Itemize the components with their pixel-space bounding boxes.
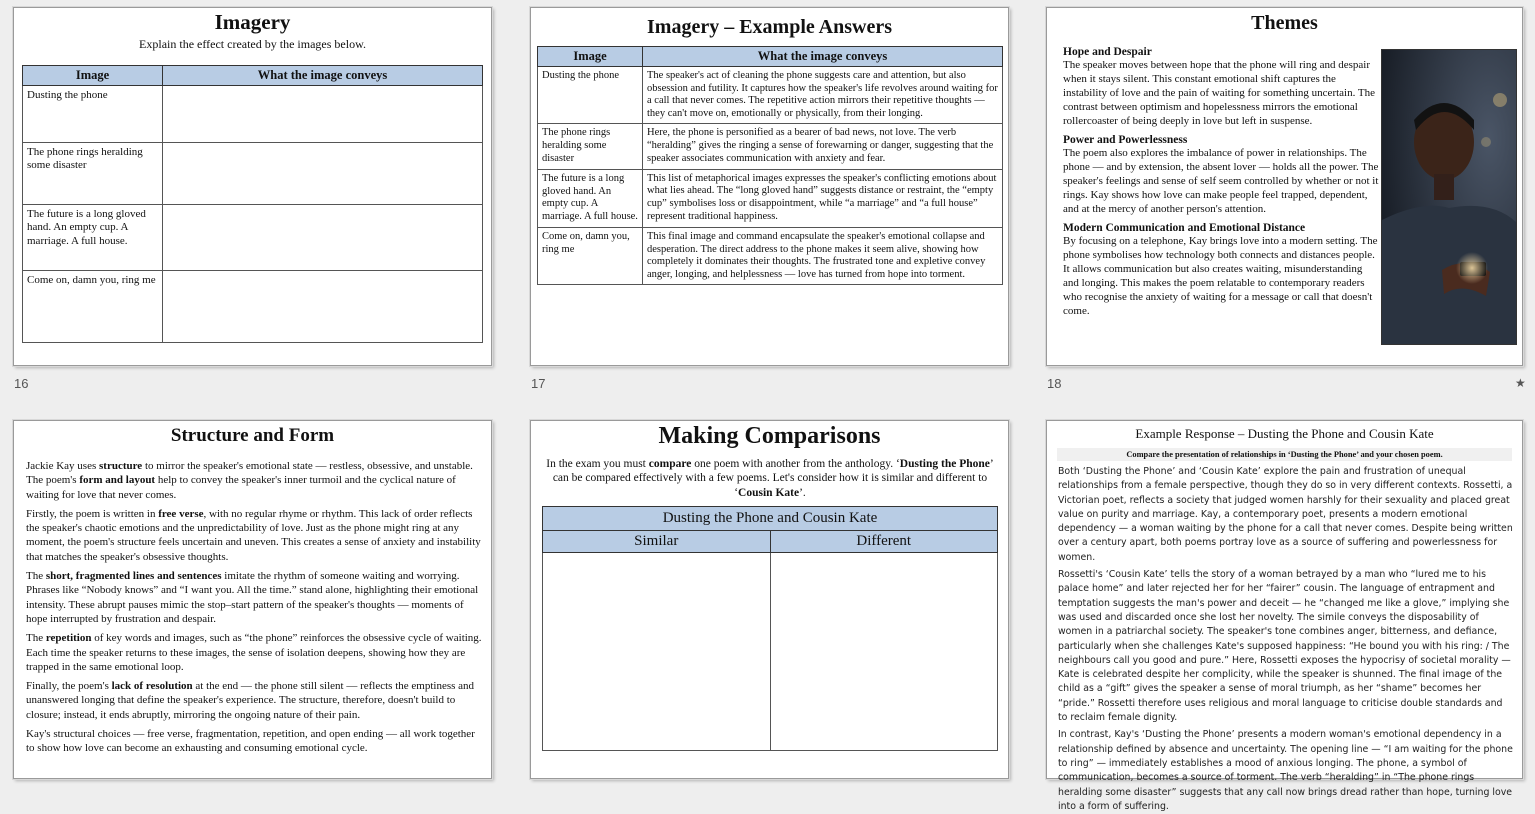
themes-text bbox=[1063, 42, 1379, 324]
table-cell: The future is a long gloved hand. An empty cup. A marriage. A full house. bbox=[538, 169, 643, 227]
slide-title: Structure and Form bbox=[170, 425, 335, 446]
comparison-table bbox=[542, 506, 998, 751]
different-cell bbox=[770, 553, 998, 751]
table-cell: Dusting the phone bbox=[538, 67, 643, 124]
response-body bbox=[1058, 465, 1513, 814]
bold-text: repetition bbox=[45, 632, 92, 645]
structure-paragraph bbox=[26, 569, 484, 626]
slide-comparisons-thumbnail[interactable] bbox=[530, 420, 1009, 779]
slide-number: 16 bbox=[14, 376, 29, 391]
header-different: Different bbox=[770, 531, 998, 553]
text-run: Firstly, the poem is written in bbox=[26, 507, 159, 520]
bold-text: structure bbox=[99, 460, 143, 472]
structure-paragraph bbox=[26, 459, 484, 502]
table-cell: Here, the phone is personified as a bearer of bad news, not love. The verb “heralding” gives the ringing a sense of forewarning or danger, suggesting that the speaker associates communication with anxiety and fear. bbox=[643, 124, 1003, 169]
slide-18-thumbnail[interactable] bbox=[1046, 7, 1523, 366]
table-cell: The phone rings heralding some disaster bbox=[538, 124, 643, 169]
slide-example-response-thumbnail[interactable] bbox=[1046, 420, 1523, 812]
slide-subtitle: Explain the effect created by the images below. bbox=[139, 37, 366, 51]
text-run: The bbox=[26, 570, 46, 583]
text-run: , with no regular rhyme or rhythm. This lack of order reflects the speaker's chaotic emotions and the unpredictability of love. Just as the phone might ring at any moment, the poem's structure feels uncertain and uneven. This creates a sense of anxiety and instability that matches the speaker's obsessive thoughts. bbox=[26, 507, 481, 563]
slide-title: Themes bbox=[1251, 12, 1318, 34]
bold-text: Cousin Kate bbox=[738, 486, 800, 499]
response-paragraph: Both ‘Dusting the Phone’ and ‘Cousin Kate’ explore the pain and frustration of unequal relationships from a female perspective, though they do so in very different contexts. Rossetti, a Victorian poet, reflects a society that judged women harshly for their sexuality and placed great value on purity and marriage. Kay, a contemporary poet, presents a modern emotional dependency — a woman waiting by the phone for a call that never comes. Despite being written over a century apart, both poems portray love as a source of suffering and powerlessness for women. bbox=[1058, 466, 1513, 563]
table-cell: The speaker's act of cleaning the phone suggests care and attention, but also obsession and futility. It captures how the speaker's life revolves around waiting for a call that never comes. The repetitive action mirrors their repetitive thoughts — they can't move on, emotionally or physically, from their longing. bbox=[643, 67, 1003, 124]
table-cell bbox=[163, 271, 483, 343]
slide-17-thumbnail[interactable] bbox=[530, 7, 1009, 366]
slide-title: Example Response – Dusting the Phone and Cousin Kate bbox=[1135, 426, 1434, 441]
slide-title: Making Comparisons bbox=[658, 423, 881, 449]
slide-number: 17 bbox=[531, 376, 546, 391]
theme-text: The poem also explores the imbalance of power in relationships. The phone — and by extension, the absent lover — holds all the power. The speaker's feelings and sense of self seem controlled by whether or not it rings. Kay shows how love can make people feel trapped, dependent, and at the mercy of another person's attention. bbox=[1063, 146, 1379, 215]
text-run: Jackie Kay uses bbox=[26, 460, 100, 472]
header-similar: Similar bbox=[543, 531, 771, 553]
bold-text: short, fragmented lines and sentences bbox=[45, 570, 222, 583]
structure-paragraph bbox=[26, 727, 484, 756]
comparison-table-title: Dusting the Phone and Cousin Kate bbox=[543, 507, 998, 531]
theme-text: By focusing on a telephone, Kay brings love into a modern setting. The phone symbolises how technology both connects and distances people. It allows communication but also creates waiting, misunderstanding and longing. This makes the poem relatable to contemporary readers who recognise the anxiety of waiting for a message or call that doesn't come. bbox=[1063, 234, 1378, 317]
man-with-phone-photo bbox=[1381, 49, 1517, 345]
similar-cell bbox=[543, 553, 771, 751]
star-icon[interactable]: ★ bbox=[1515, 376, 1526, 390]
text-run: help to convey the speaker's inner turmoil and the cyclical nature of waiting for love that never comes. bbox=[26, 474, 456, 501]
bold-text: lack of resolution bbox=[111, 680, 193, 693]
text-run: ’ can be compared effectively with a few poems. Let's consider how it is similar and different to ‘ bbox=[552, 458, 994, 499]
comparisons-intro bbox=[545, 457, 995, 500]
table-cell: The future is a long gloved hand. An empty cup. A marriage. A full house. bbox=[23, 205, 163, 271]
table-cell: This final image and command encapsulate the speaker's emotional collapse and desperation. The direct address to the phone makes it seem alive, showing how completely it dominates their thoughts. The frustrated tone and expletive convey anger, longing, and helplessness — love has turned from hope into torment. bbox=[643, 227, 1003, 284]
theme-text: The speaker moves between hope that the phone will ring and despair when it stays silent. This constant emotional shift captures the instability of love and the pain of waiting for something uncertain. The contrast between optimism and hopelessness mirrors the emotional rollercoaster of being deeply in love but left in suspense. bbox=[1063, 59, 1376, 127]
table-cell bbox=[163, 205, 483, 271]
theme-heading: Modern Communication and Emotional Distance bbox=[1063, 221, 1306, 234]
table-cell: Come on, damn you, ring me bbox=[538, 227, 643, 284]
table-cell bbox=[163, 86, 483, 143]
text-run: ’. bbox=[799, 486, 806, 499]
header-image: Image bbox=[538, 47, 643, 67]
slide-structure-thumbnail[interactable] bbox=[13, 420, 492, 779]
slide-number: 18 bbox=[1047, 376, 1062, 391]
table-cell: Dusting the phone bbox=[23, 86, 163, 143]
table-cell bbox=[163, 143, 483, 205]
text-run: Kay's structural choices — free verse, fragmentation, repetition, and open ending — all work together to show how love can become an exhausting and consuming emotional cycle. bbox=[26, 728, 475, 755]
text-run: In the exam you must bbox=[546, 458, 649, 470]
text-run: of key words and images, such as “the phone” reinforces the obsessive cycle of waiting. Each time the speaker returns to these images, the sense of isolation deepens, showing how they are trapped in the same emotional loop. bbox=[26, 632, 482, 673]
text-run: to mirror the speaker's emotional state — restless, obsessive, and unstable. The poem's bbox=[26, 460, 473, 487]
structure-paragraph bbox=[26, 679, 484, 722]
text-run: Finally, the poem's bbox=[26, 680, 112, 693]
bold-text: free verse bbox=[158, 507, 204, 520]
response-paragraph: Rossetti's ‘Cousin Kate’ tells the story of a woman betrayed by a man who “lured me to his palace home” and later rejected her for her “fairer” cousin. The language of entrapment and temptation suggests the man's power and deceit — he “changed me like a glove,” implying she was used and discarded once she lost her novelty. The simile conveys the disposability of women in a patriarchal society. The speaker's tone combines anger, bitterness, and defiance, particularly when she challenges Kate's supposed happiness: “He bound you with his ring: / The neighbours call you good and pure.” Here, Rossetti exposes the hypocrisy of societal morality — Kate is celebrated despite her complicity, while the speaker is shunned. The final image of the child as a “gift” gives the speaker a sense of moral triumph, as her “shame” becomes her “pride.” Rossetti therefore uses religious and moral language to criticise double standards and to reclaim female dignity. bbox=[1058, 569, 1511, 724]
response-prompt: Compare the presentation of relationships in ‘Dusting the Phone’ and your chosen poem. bbox=[1057, 448, 1512, 461]
header-conveys: What the image conveys bbox=[643, 47, 1003, 67]
text-run: The bbox=[26, 632, 46, 645]
text-run: one poem with another from the anthology. ‘ bbox=[691, 458, 900, 470]
bold-text: compare bbox=[648, 458, 692, 470]
response-paragraph: In contrast, Kay's ‘Dusting the Phone’ presents a modern woman's emotional dependency in a relationship defined by absence and uncertainty. The opening line — “I am waiting for the phone to ring” — immediately establishes a mood of anxious longing. The phone, a symbol of communication, becomes a source of torment. The verb “heralding” in “The phone rings heralding some disaster” suggests that any call now brings dread rather than hope, turning love into a form of suffering. bbox=[1058, 729, 1513, 812]
text-run: imitate the rhythm of someone waiting and worrying. Phrases like “Nobody knows” and “I want you. All the time.” stand alone, highlighting their emotional intensity. These abrupt pauses mimic the stop–start pattern of the speaker's thoughts — moments of hope interrupted by frustration and despair. bbox=[26, 570, 479, 625]
bold-text: form and layout bbox=[79, 474, 156, 487]
table-cell: This list of metaphorical images expresses the speaker's conflicting emotions about what lies ahead. The “long gloved hand” suggests distance or restraint, the “empty cup” symbolises loss or disappointment, while “a marriage” and “a full house” represent traditional happiness. bbox=[643, 169, 1003, 227]
header-conveys: What the image conveys bbox=[163, 66, 483, 86]
structure-paragraph bbox=[26, 631, 484, 674]
slide-title: Imagery – Example Answers bbox=[647, 16, 892, 38]
bold-text: Dusting the Phone bbox=[899, 458, 990, 470]
example-answers-table bbox=[537, 46, 1003, 285]
imagery-table bbox=[22, 65, 483, 343]
structure-body bbox=[26, 459, 484, 761]
table-cell: The phone rings heralding some disaster bbox=[23, 143, 163, 205]
theme-heading: Hope and Despair bbox=[1063, 46, 1152, 58]
theme-heading: Power and Powerlessness bbox=[1063, 133, 1188, 146]
structure-paragraph bbox=[26, 507, 484, 564]
slide-16-thumbnail[interactable] bbox=[13, 7, 492, 366]
table-cell: Come on, damn you, ring me bbox=[23, 271, 163, 343]
text-run: at the end — the phone still silent — reflects the emptiness and unanswered longing that define the speaker's experience. The structure, therefore, doesn't build to closure; instead, it ends abruptly, mirroring the ongoing nature of their pain. bbox=[26, 680, 475, 721]
header-image: Image bbox=[23, 66, 163, 86]
photo-illustration bbox=[1382, 50, 1516, 344]
slide-title: Imagery bbox=[214, 10, 291, 34]
